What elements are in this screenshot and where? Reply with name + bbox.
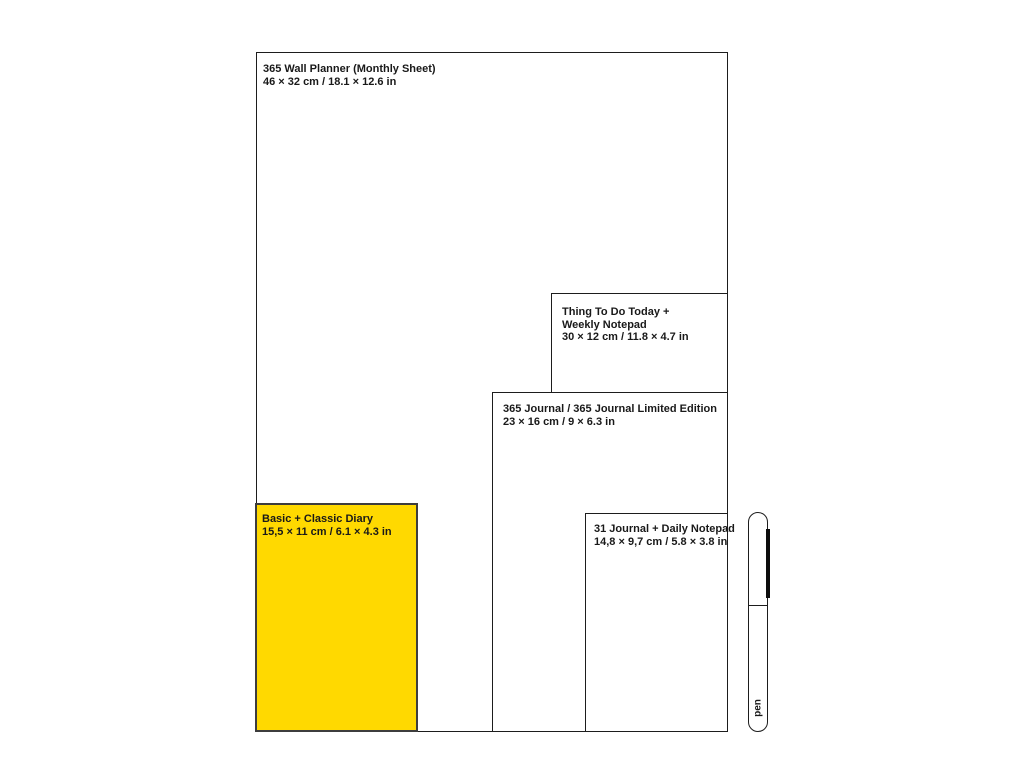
journal-31-size: 14,8 × 9,7 cm / 5.8 × 3.8 in <box>594 535 728 548</box>
basic-diary-name: Basic + Classic Diary <box>262 513 373 525</box>
journal-31-name: 31 Journal + Daily Notepad <box>594 523 735 535</box>
thing-to-do-name-line2: Weekly Notepad <box>562 318 647 331</box>
pen-label: pen <box>752 699 764 717</box>
basic-diary-size: 15,5 × 11 cm / 6.1 × 4.3 in <box>262 525 392 538</box>
wall-planner-name: 365 Wall Planner (Monthly Sheet) <box>263 63 436 75</box>
journal-365-size: 23 × 16 cm / 9 × 6.3 in <box>503 415 615 428</box>
pen-cap-divider <box>749 605 767 606</box>
basic-diary-box <box>255 503 418 732</box>
thing-to-do-name-line1: Thing To Do Today + <box>562 306 670 318</box>
journal-365-name: 365 Journal / 365 Journal Limited Edition <box>503 403 717 415</box>
wall-planner-size: 46 × 32 cm / 18.1 × 12.6 in <box>263 75 397 88</box>
pen-illustration <box>748 512 768 732</box>
journal-31-box <box>585 513 735 732</box>
thing-to-do-size: 30 × 12 cm / 11.8 × 4.7 in <box>562 331 689 343</box>
pen-clip-icon <box>766 529 770 598</box>
